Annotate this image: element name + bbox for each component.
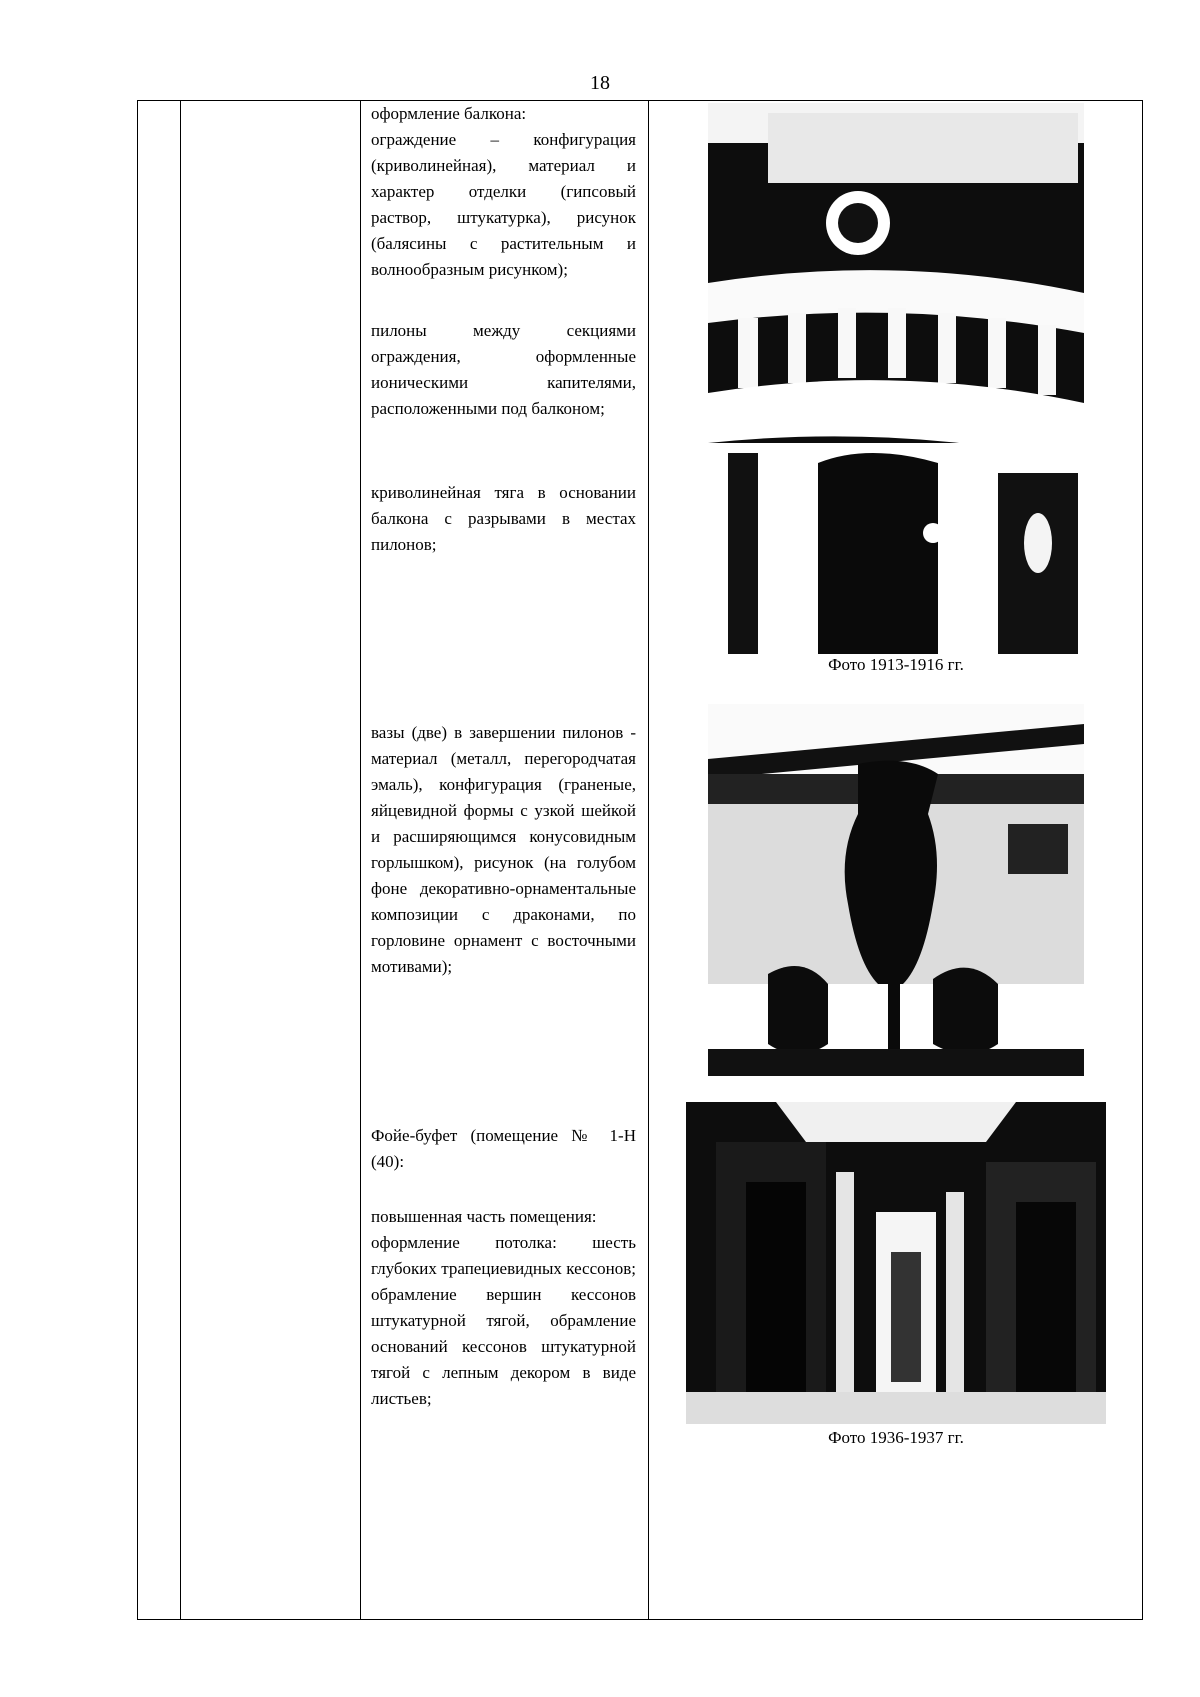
pylons-description: пилоны между секциями ограждения, оформленные ионическими капителями, расположенными под балконом; [371, 321, 636, 418]
balcony-railing-text: ограждение – конфигурация (криволинейная), материал и характер отделки (гипсовый раствор, штукатурка), рисунок (балясины с растительным и волнообразным рисунком); [371, 130, 636, 279]
vases-description: вазы (две) в завершении пилонов - материал (металл, перегородчатая эмаль), конфигурация (граненые, яйцевидной формы с узкой шейкой и расширяющимся конусовидным горлышком), рисунок (на голубом фоне декоративно-орнаментальные композиции с драконами, по горловине орнамент с восточными мотивами); [371, 723, 636, 976]
page-number: 18 [590, 72, 610, 94]
column-divider-1 [180, 100, 181, 1620]
cornice-description: криволинейная тяга в основании балкона с разрывами в местах пилонов; [371, 483, 636, 554]
foyer-heading: Фойе-буфет (помещение № 1-Н (40): [371, 1126, 636, 1171]
photo3-caption: Фото 1936-1937 гг. [828, 1428, 964, 1447]
photo1-caption: Фото 1913-1916 гг. [828, 655, 964, 674]
column-divider-3 [648, 100, 649, 1620]
foyer-ceiling-description [371, 1204, 636, 1412]
balcony-description [371, 101, 636, 283]
foyer-ceiling-text: оформление потолка: шесть глубоких трапециевидных кессонов; обрамление вершин кессонов штукатурной тягой, обрамление оснований кессонов штукатурной тягой с лепным декором в виде листьев; [371, 1233, 636, 1408]
foyer-photo [686, 1102, 1106, 1424]
balcony-photo [708, 103, 1084, 654]
foyer-raised-part: повышенная часть помещения: [371, 1207, 597, 1226]
vase-photo [708, 704, 1084, 1076]
balcony-heading: оформление балкона: [371, 104, 527, 123]
column-divider-2 [360, 100, 361, 1620]
